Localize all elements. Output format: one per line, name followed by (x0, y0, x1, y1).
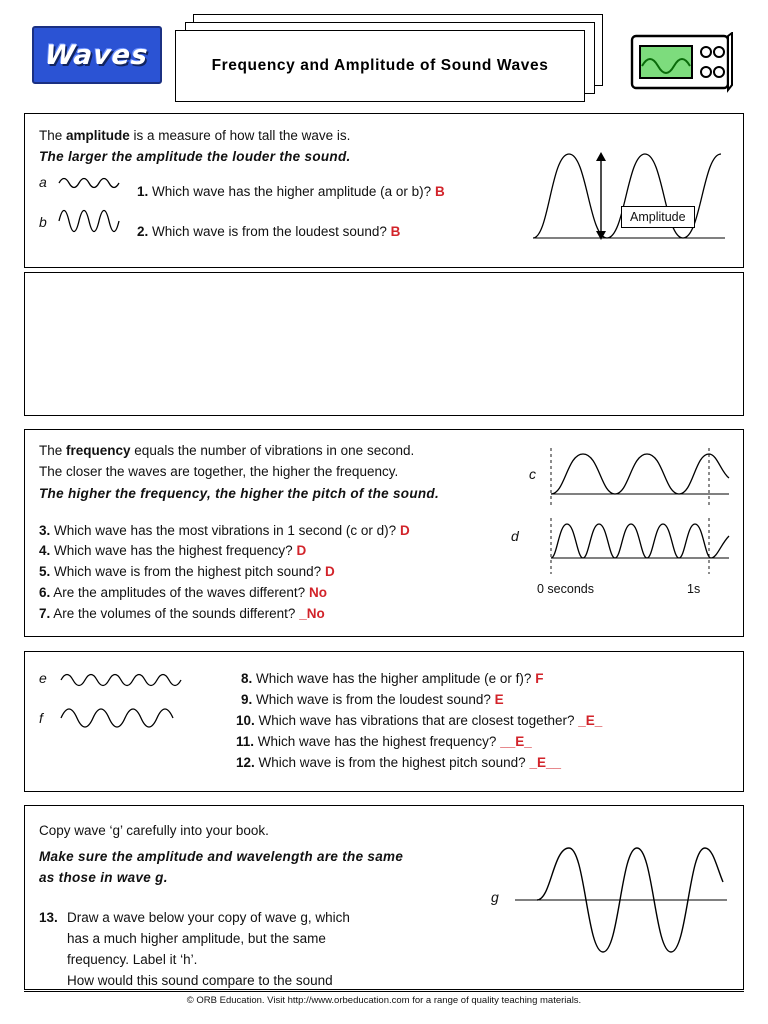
wave-e-graphic (57, 664, 187, 694)
question-9 (241, 692, 504, 707)
question-10 (236, 713, 602, 728)
copy-instruction-line2: Make sure the amplitude and wavelength are the same (39, 849, 404, 864)
time-axis-end-label: 1s (687, 582, 701, 596)
oscilloscope-icon (630, 32, 734, 94)
page-header (0, 0, 768, 110)
question-9-text: Which wave is from the loudest sound? (256, 692, 491, 707)
ef-section (24, 651, 744, 792)
question-13-line3: frequency. Label it ‘h’. (67, 952, 198, 967)
question-6-answer: No (308, 585, 327, 600)
question-4 (39, 543, 306, 558)
question-2 (137, 224, 400, 239)
question-11 (236, 734, 532, 749)
frequency-section (24, 429, 744, 637)
wave-b-graphic (57, 198, 135, 244)
question-6 (39, 585, 327, 600)
question-10-text: Which wave has vibrations that are closest together? (258, 713, 575, 728)
frequency-intro-line2: The closer the waves are together, the higher the frequency. (39, 464, 399, 479)
blank-answer-box[interactable] (24, 272, 744, 416)
wave-label-b: b (39, 214, 47, 230)
copy-instruction-line3: as those in wave g. (39, 870, 168, 885)
question-11-text: Which wave has the highest frequency? (257, 734, 497, 749)
waves-logo (32, 26, 162, 84)
wave-label-f: f (39, 710, 43, 726)
question-1-answer: B (434, 184, 445, 199)
question-8-number: 8. (241, 671, 253, 686)
copy-instruction-line1: Copy wave ‘g’ carefully into your book. (39, 823, 269, 838)
question-5-number: 5. (39, 564, 51, 579)
frequency-keyword: frequency (66, 443, 131, 458)
question-10-answer: _E_ (578, 713, 603, 728)
amplitude-diagram (529, 134, 729, 254)
question-13-line1: Draw a wave below your copy of wave g, which (67, 910, 350, 925)
amplitude-intro-line1 (39, 128, 350, 143)
question-4-text: Which wave has the highest frequency? (54, 543, 293, 558)
question-11-answer: __E_ (500, 734, 532, 749)
amplitude-intro-post: is a measure of how tall the wave is. (129, 128, 351, 143)
wave-d-graphic (543, 516, 733, 578)
time-axis-start-label: 0 seconds (537, 582, 594, 596)
amplitude-intro-pre: The (39, 128, 67, 143)
question-3-answer: D (399, 523, 410, 538)
question-7-number: 7. (39, 606, 51, 621)
question-8-answer: F (535, 671, 544, 686)
question-5 (39, 564, 335, 579)
wave-label-c: c (529, 466, 536, 482)
wave-c-graphic (543, 444, 733, 510)
question-8-text: Which wave has the higher amplitude (e or f)? (256, 671, 532, 686)
wave-label-d: d (511, 528, 519, 544)
question-12-answer: _E__ (529, 755, 561, 770)
question-4-number: 4. (39, 543, 51, 558)
question-1 (137, 184, 445, 199)
wave-label-e: e (39, 670, 47, 686)
question-6-number: 6. (39, 585, 51, 600)
question-6-text: Are the amplitudes of the waves different? (53, 585, 306, 600)
footer-text: © ORB Education. Visit http://www.orbeducation.com for a range of quality teaching materials. (186, 995, 582, 1006)
question-11-number: 11. (236, 734, 255, 749)
question-4-answer: D (296, 543, 307, 558)
question-10-number: 10. (236, 713, 255, 728)
question-2-number: 2. (137, 224, 149, 239)
copy-wave-section (24, 805, 744, 990)
question-8 (241, 671, 543, 686)
question-13-line2: has a much higher amplitude, but the same (67, 931, 326, 946)
wave-f-graphic (57, 696, 187, 740)
wave-label-g: g (491, 889, 499, 905)
frequency-rule-line: The higher the frequency, the higher the pitch of the sound. (39, 486, 440, 501)
question-5-answer: D (324, 564, 335, 579)
question-9-answer: E (494, 692, 504, 707)
question-12-number: 12. (236, 755, 255, 770)
question-3 (39, 523, 410, 538)
question-3-text: Which wave has the most vibrations in 1 second (c or d)? (54, 523, 397, 538)
question-5-text: Which wave is from the highest pitch sound? (54, 564, 322, 579)
frequency-intro-line1 (39, 443, 414, 458)
wave-a-graphic (57, 170, 135, 196)
question-12-text: Which wave is from the highest pitch sound? (258, 755, 526, 770)
question-7-answer: _No (299, 606, 325, 621)
frequency-intro-post: equals the number of vibrations in one second. (130, 443, 415, 458)
question-13-line4: How would this sound compare to the sound (67, 973, 333, 988)
question-7 (39, 606, 325, 621)
amplitude-callout-label: Amplitude (621, 206, 695, 228)
question-1-text: Which wave has the higher amplitude (a or b)? (152, 184, 432, 199)
question-13-number: 13. (39, 910, 58, 925)
question-2-answer: B (390, 224, 401, 239)
footer-divider (24, 991, 744, 992)
frequency-intro-pre: The (39, 443, 67, 458)
amplitude-section (24, 113, 744, 268)
wave-label-a: a (39, 174, 47, 190)
title-banner (175, 14, 605, 102)
question-9-number: 9. (241, 692, 253, 707)
amplitude-keyword: amplitude (66, 128, 130, 143)
question-7-text: Are the volumes of the sounds different? (53, 606, 296, 621)
amplitude-rule-line: The larger the amplitude the louder the sound. (39, 149, 351, 164)
question-1-number: 1. (137, 184, 149, 199)
waves-logo-text: Waves (43, 39, 151, 71)
page-title: Frequency and Amplitude of Sound Waves (211, 57, 549, 74)
wave-g-graphic (511, 838, 731, 958)
question-2-text: Which wave is from the loudest sound? (152, 224, 387, 239)
question-3-number: 3. (39, 523, 51, 538)
question-12 (236, 755, 561, 770)
